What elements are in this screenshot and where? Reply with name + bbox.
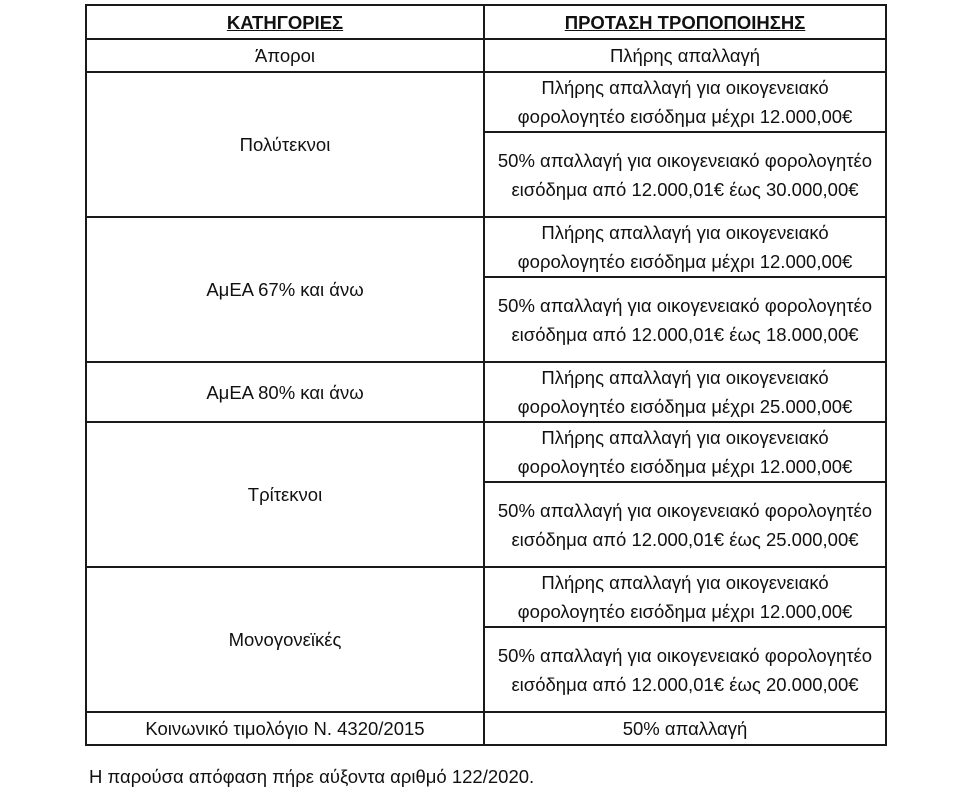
proposal-cell: 50% απαλλαγή [484,712,886,745]
header-proposal: ΠΡΟΤΑΣΗ ΤΡΟΠΟΠΟΙΗΣΗΣ [484,5,886,39]
table-header-row [86,5,886,39]
proposal-cell: Πλήρης απαλλαγή [484,39,886,72]
category-cell: Πολύτεκνοι [86,72,484,217]
proposal-cell: Πλήρης απαλλαγή για οικογενειακό φορολογητέο εισόδημα μέχρι 12.000,00€ [484,567,886,627]
table-row [86,422,886,482]
header-categories: ΚΑΤΗΓΟΡΙΕΣ [86,5,484,39]
exemption-table [85,4,887,746]
proposal-cell: 50% απαλλαγή για οικογενειακό φορολογητέο εισόδημα από 12.000,01€ έως 18.000,00€ [484,277,886,362]
table-row [86,567,886,627]
proposal-cell: Πλήρης απαλλαγή για οικογενειακό φορολογητέο εισόδημα μέχρι 12.000,00€ [484,217,886,277]
proposal-cell: 50% απαλλαγή για οικογενειακό φορολογητέο εισόδημα από 12.000,01€ έως 25.000,00€ [484,482,886,567]
table-row [86,39,886,72]
proposal-cell: Πλήρης απαλλαγή για οικογενειακό φορολογητέο εισόδημα μέχρι 12.000,00€ [484,72,886,132]
proposal-cell: 50% απαλλαγή για οικογενειακό φορολογητέο εισόδημα από 12.000,01€ έως 20.000,00€ [484,627,886,712]
table-row [86,362,886,422]
category-cell: Κοινωνικό τιμολόγιο Ν. 4320/2015 [86,712,484,745]
decision-number-note: Η παρούσα απόφαση πήρε αύξοντα αριθμό 122/2020. [89,766,535,787]
proposal-cell: Πλήρης απαλλαγή για οικογενειακό φορολογητέο εισόδημα μέχρι 25.000,00€ [484,362,886,422]
proposal-cell: 50% απαλλαγή για οικογενειακό φορολογητέο εισόδημα από 12.000,01€ έως 30.000,00€ [484,132,886,217]
proposal-cell: Πλήρης απαλλαγή για οικογενειακό φορολογητέο εισόδημα μέχρι 12.000,00€ [484,422,886,482]
table-row [86,712,886,745]
category-cell: Τρίτεκνοι [86,422,484,567]
category-cell: ΑμΕΑ 67% και άνω [86,217,484,362]
table-row [86,72,886,132]
category-cell: Μονογονεϊκές [86,567,484,712]
category-cell: ΑμΕΑ 80% και άνω [86,362,484,422]
category-cell: Άποροι [86,39,484,72]
table-row [86,217,886,277]
